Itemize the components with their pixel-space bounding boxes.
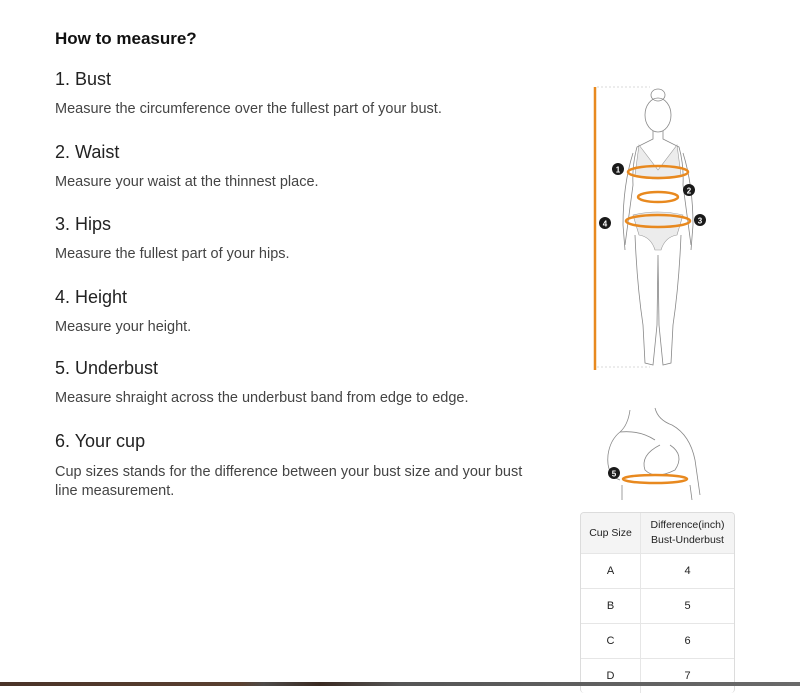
header-difference: Difference(inch) Bust-Underbust	[641, 513, 735, 554]
diff-cell: 6	[641, 624, 735, 659]
bottom-edge-bar	[0, 682, 800, 686]
step-heading: 4. Height	[55, 287, 555, 308]
table-row	[581, 624, 734, 659]
step-waist	[55, 142, 555, 192]
step-heading: 5. Underbust	[55, 358, 555, 379]
step-heading: 3. Hips	[55, 214, 555, 235]
step-cup	[55, 431, 545, 501]
step-text: Measure your height.	[55, 318, 555, 337]
step-text: Cup sizes stands for the difference between your bust size and your bust line measurement.	[55, 463, 545, 501]
cup-cell: C	[581, 624, 641, 659]
step-bust	[55, 69, 555, 119]
body-measurement-figure	[585, 75, 715, 375]
svg-text:1: 1	[616, 166, 621, 175]
step-text: Measure the fullest part of your hips.	[55, 245, 555, 264]
step-underbust	[55, 358, 555, 408]
cup-size-table	[580, 512, 735, 693]
cup-cell: A	[581, 554, 641, 589]
svg-text:5: 5	[612, 470, 617, 479]
step-hips	[55, 214, 555, 264]
header-cup-size: Cup Size	[581, 513, 641, 554]
step-height	[55, 287, 555, 337]
cup-cell: D	[581, 659, 641, 693]
cup-cell: B	[581, 589, 641, 624]
page-title: How to measure?	[55, 29, 197, 49]
step-heading: 6. Your cup	[55, 431, 545, 452]
step-text: Measure the circumference over the fullest part of your bust.	[55, 100, 555, 119]
table-row	[581, 659, 734, 693]
table-row	[581, 589, 734, 624]
marker-4-icon	[599, 217, 611, 229]
diff-cell: 4	[641, 554, 735, 589]
step-heading: 1. Bust	[55, 69, 555, 90]
underbust-figure	[600, 400, 715, 500]
diff-cell: 5	[641, 589, 735, 624]
svg-text:4: 4	[603, 220, 608, 229]
svg-text:3: 3	[698, 217, 703, 226]
step-heading: 2. Waist	[55, 142, 555, 163]
table-row	[581, 554, 734, 589]
svg-text:2: 2	[687, 187, 692, 196]
marker-2-icon	[683, 184, 695, 196]
table-header-row	[581, 513, 734, 554]
diff-cell: 7	[641, 659, 735, 693]
marker-3-icon	[694, 214, 706, 226]
marker-1-icon	[612, 163, 624, 175]
step-text: Measure shraight across the underbust band from edge to edge.	[55, 389, 555, 408]
marker-5-icon	[608, 467, 620, 479]
step-text: Measure your waist at the thinnest place.	[55, 173, 555, 192]
